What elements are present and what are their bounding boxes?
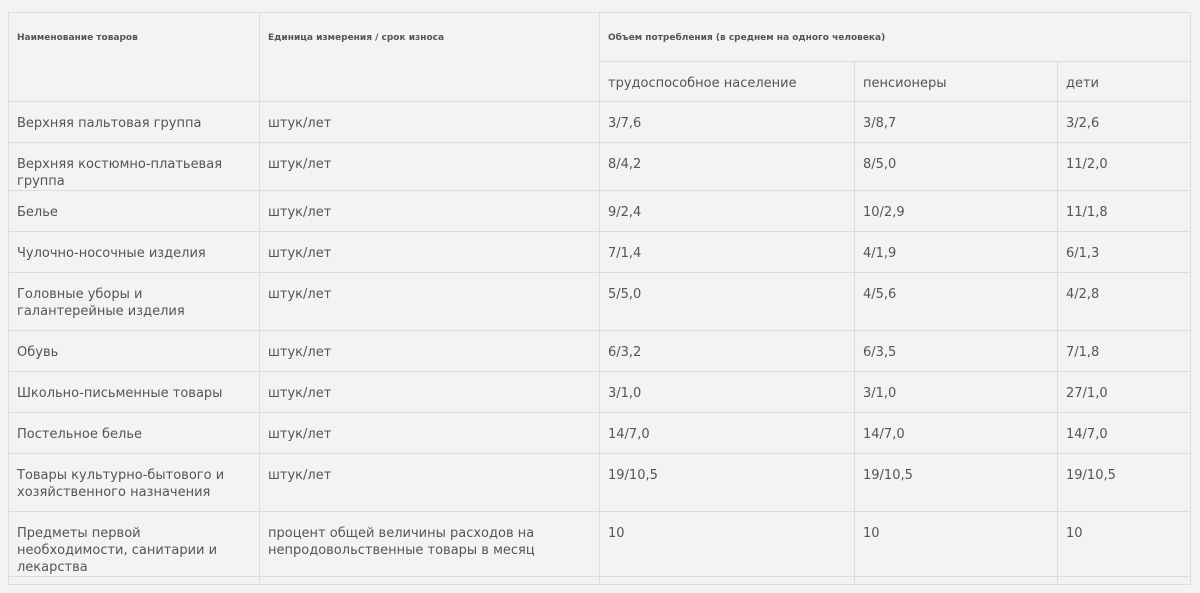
empty-cell <box>260 577 600 585</box>
empty-cell <box>600 577 855 585</box>
cell-pensioners: 4/1,9 <box>855 232 1058 273</box>
cell-unit: штук/лет <box>260 102 600 143</box>
empty-cell <box>9 577 260 585</box>
cell-name: Товары культурно-бытового и хозяйственного назначения <box>9 454 260 512</box>
cell-name: Школьно-письменные товары <box>9 372 260 413</box>
cell-pensioners: 10/2,9 <box>855 191 1058 232</box>
table-row <box>9 191 1191 232</box>
cell-pensioners: 3/1,0 <box>855 372 1058 413</box>
cell-children: 27/1,0 <box>1058 372 1191 413</box>
cell-working: 9/2,4 <box>600 191 855 232</box>
cell-unit: штук/лет <box>260 232 600 273</box>
cell-pensioners: 4/5,6 <box>855 273 1058 331</box>
empty-row <box>9 577 1191 585</box>
empty-cell <box>1058 577 1191 585</box>
cell-name: Чулочно-носочные изделия <box>9 232 260 273</box>
table-row <box>9 102 1191 143</box>
cell-working: 8/4,2 <box>600 143 855 191</box>
header-name: Наименование товаров <box>9 13 260 102</box>
cell-unit: штук/лет <box>260 143 600 191</box>
cell-children: 6/1,3 <box>1058 232 1191 273</box>
cell-working: 10 <box>600 512 855 577</box>
table-row <box>9 512 1191 577</box>
subheader-pensioners: пенсионеры <box>855 62 1058 102</box>
cell-unit: штук/лет <box>260 454 600 512</box>
header-volume: Объем потребления (в среднем на одного человека) <box>600 13 1191 62</box>
cell-working: 5/5,0 <box>600 273 855 331</box>
cell-name: Обувь <box>9 331 260 372</box>
header-row <box>9 13 1191 62</box>
cell-name: Верхняя костюмно-платьевая группа <box>9 143 260 191</box>
cell-name: Предметы первой необходимости, санитарии и лекарства <box>9 512 260 577</box>
cell-working: 7/1,4 <box>600 232 855 273</box>
cell-children: 10 <box>1058 512 1191 577</box>
table-row <box>9 372 1191 413</box>
cell-name: Верхняя пальтовая группа <box>9 102 260 143</box>
cell-working: 14/7,0 <box>600 413 855 454</box>
cell-children: 14/7,0 <box>1058 413 1191 454</box>
table-row <box>9 232 1191 273</box>
cell-working: 6/3,2 <box>600 331 855 372</box>
table-row <box>9 413 1191 454</box>
cell-children: 3/2,6 <box>1058 102 1191 143</box>
cell-pensioners: 3/8,7 <box>855 102 1058 143</box>
cell-children: 19/10,5 <box>1058 454 1191 512</box>
header-unit: Единица измерения / срок износа <box>260 13 600 102</box>
cell-working: 3/7,6 <box>600 102 855 143</box>
cell-unit: процент общей величины расходов на непродовольственные товары в месяц <box>260 512 600 577</box>
consumption-table <box>8 12 1191 585</box>
cell-pensioners: 19/10,5 <box>855 454 1058 512</box>
cell-pensioners: 8/5,0 <box>855 143 1058 191</box>
table-row <box>9 143 1191 191</box>
cell-unit: штук/лет <box>260 191 600 232</box>
cell-working: 3/1,0 <box>600 372 855 413</box>
cell-children: 4/2,8 <box>1058 273 1191 331</box>
subheader-working: трудоспособное население <box>600 62 855 102</box>
cell-children: 11/2,0 <box>1058 143 1191 191</box>
cell-name: Постельное белье <box>9 413 260 454</box>
cell-unit: штук/лет <box>260 273 600 331</box>
cell-pensioners: 14/7,0 <box>855 413 1058 454</box>
cell-working: 19/10,5 <box>600 454 855 512</box>
cell-unit: штук/лет <box>260 372 600 413</box>
table-row <box>9 454 1191 512</box>
cell-children: 11/1,8 <box>1058 191 1191 232</box>
cell-pensioners: 6/3,5 <box>855 331 1058 372</box>
cell-pensioners: 10 <box>855 512 1058 577</box>
cell-name: Головные уборы и галантерейные изделия <box>9 273 260 331</box>
cell-unit: штук/лет <box>260 331 600 372</box>
cell-children: 7/1,8 <box>1058 331 1191 372</box>
cell-unit: штук/лет <box>260 413 600 454</box>
subheader-children: дети <box>1058 62 1191 102</box>
table-row <box>9 331 1191 372</box>
cell-name: Белье <box>9 191 260 232</box>
table-row <box>9 273 1191 331</box>
empty-cell <box>855 577 1058 585</box>
